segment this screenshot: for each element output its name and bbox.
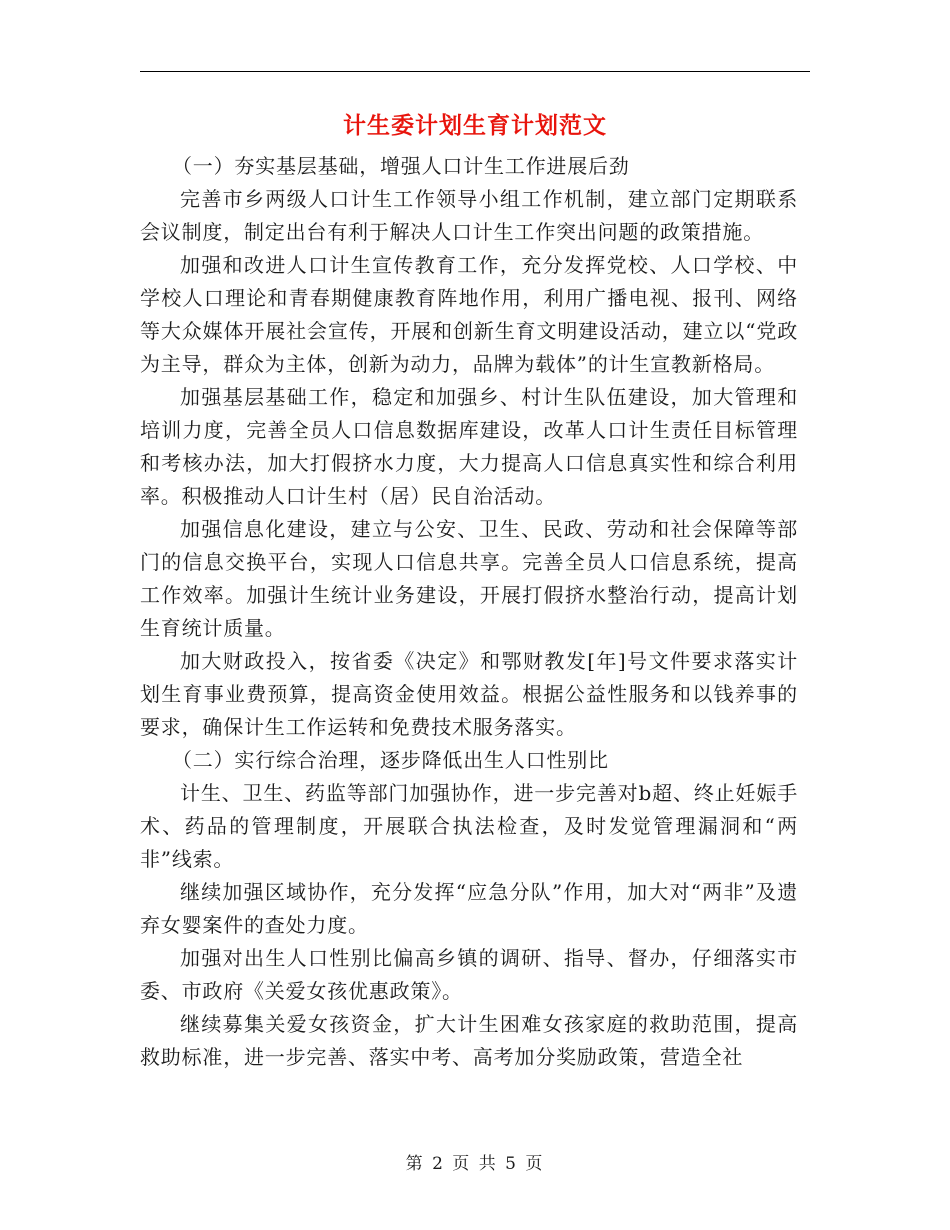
paragraph: 加强信息化建设，建立与公安、卫生、民政、劳动和社会保障等部门的信息交换平台，实现人口信息共享。完善全员人口信息系统，提高工作效率。加强计生统计业务建设，开展打假挤水整治行动，提高计划生育统计质量。 — [140, 517, 798, 640]
section-heading: （二）实行综合治理，逐步降低出生人口性别比 — [172, 748, 609, 772]
section-heading: （一）夯实基层基础，增强人口计生工作进展后劲 — [172, 154, 630, 178]
paragraph: 加大财政投入，按省委《决定》和鄂财教发[年]号文件要求落实计划生育事业费预算，提高资金使用效益。根据公益性服务和以钱养事的要求，确保计生工作运转和免费技术服务落实。 — [140, 649, 798, 739]
paragraph: 加强基层基础工作，稳定和加强乡、村计生队伍建设，加大管理和培训力度，完善全员人口信息数据库建设，改革人口计生责任目标管理和考核办法，加大打假挤水力度，大力提高人口信息真实性和综合利用率。积极推动人口计生村（居）民自治活动。 — [140, 385, 798, 508]
paragraph: 继续募集关爱女孩资金，扩大计生困难女孩家庭的救助范围，提高救助标准，进一步完善、落实中考、高考加分奖励政策，营造全社 — [140, 1012, 798, 1069]
header-rule — [140, 71, 810, 72]
paragraph: 加强和改进人口计生宣传教育工作，充分发挥党校、人口学校、中学校人口理论和青春期健康教育阵地作用，利用广播电视、报刊、网络等大众媒体开展社会宣传，开展和创新生育文明建设活动，建立以“党政为主导，群众为主体，创新为动力，品牌为载体”的计生宣教新格局。 — [140, 253, 798, 376]
document-title: 计生委计划生育计划范文 — [343, 112, 607, 139]
document-body — [140, 150, 798, 1074]
paragraph: 计生、卫生、药监等部门加强协作，进一步完善对b超、终止妊娠手术、药品的管理制度，开展联合执法检查，及时发觉管理漏洞和“两非”线索。 — [140, 781, 798, 871]
page-number: 第 2 页 共 5 页 — [405, 1154, 545, 1174]
paragraph: 完善市乡两级人口计生工作领导小组工作机制，建立部门定期联系会议制度，制定出台有利于解决人口计生工作突出问题的政策措施。 — [140, 187, 798, 244]
paragraph: 继续加强区域协作，充分发挥“应急分队”作用，加大对“两非”及遗弃女婴案件的查处力度。 — [140, 880, 798, 937]
paragraph: 加强对出生人口性别比偏高乡镇的调研、指导、督办，仔细落实市委、市政府《关爱女孩优惠政策》。 — [140, 946, 798, 1003]
